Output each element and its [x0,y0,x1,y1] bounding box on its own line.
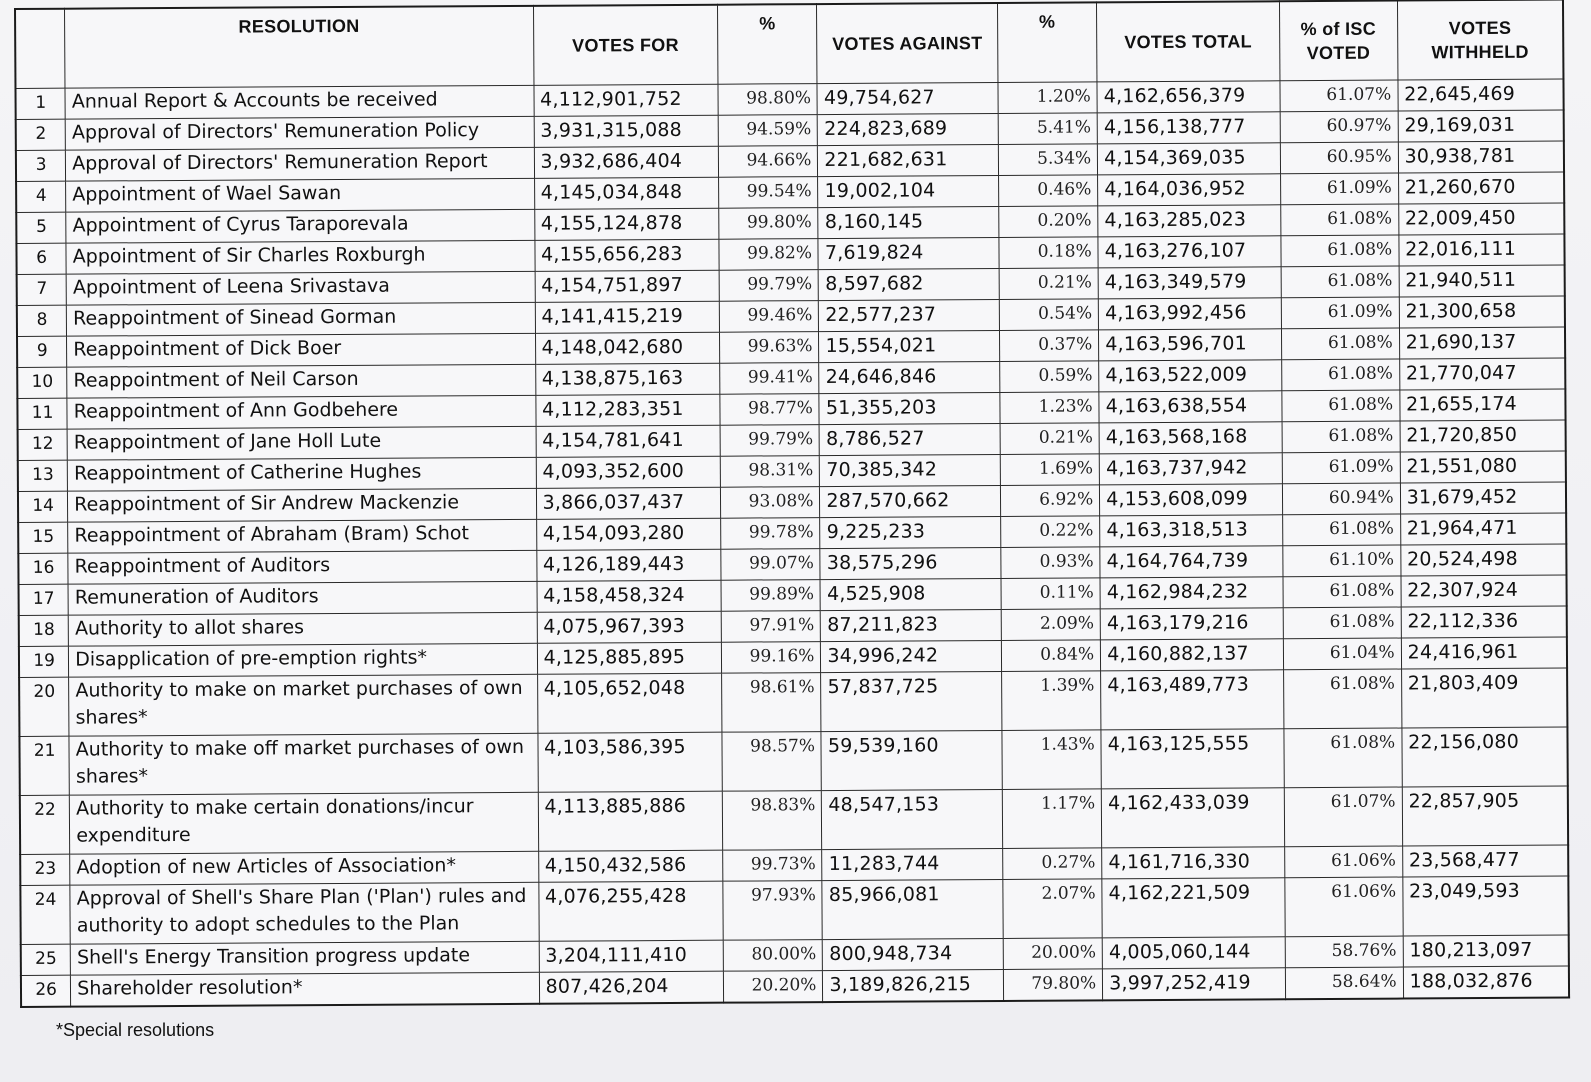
pct-against: 0.46% [998,175,1098,207]
resolution-text: Adoption of new Articles of Association* [70,851,539,885]
votes-withheld: 22,857,905 [1402,786,1568,846]
resolution-text: Reappointment of Jane Holl Lute [67,426,536,460]
pct-for: 94.66% [718,146,818,178]
votes-withheld: 22,307,924 [1401,575,1567,607]
resolution-text: Approval of Directors' Remuneration Report [66,147,535,181]
pct-against: 0.21% [999,268,1099,300]
resolution-number: 8 [17,305,67,336]
votes-against: 38,575,296 [820,547,1000,579]
resolution-number: 2 [16,119,66,150]
pct-against: 1.69% [1000,454,1100,486]
resolution-number: 21 [19,736,69,795]
votes-withheld: 21,690,137 [1399,327,1565,359]
pct-isc-voted: 61.08% [1280,235,1398,267]
pct-against: 1.43% [1002,730,1102,790]
votes-withheld: 21,260,670 [1398,172,1564,204]
votes-total: 4,163,276,107 [1098,236,1281,268]
votes-withheld: 188,032,876 [1403,966,1569,999]
votes-withheld: 24,416,961 [1401,637,1567,669]
votes-total: 4,163,568,168 [1099,422,1282,454]
votes-for: 4,126,189,443 [536,549,721,581]
votes-total: 3,997,252,419 [1103,968,1286,1001]
votes-withheld: 21,655,174 [1400,389,1566,421]
votes-for: 4,148,042,680 [535,332,720,364]
resolution-text: Approval of Shell's Share Plan ('Plan') rules and authority to adopt schedules to the Plan [70,882,539,944]
pct-against: 0.22% [1000,516,1100,548]
votes-for: 4,154,093,280 [536,518,721,550]
pct-for: 98.61% [722,673,822,733]
votes-for: 4,075,967,393 [537,611,722,643]
votes-withheld: 21,300,658 [1399,296,1565,328]
pct-against: 1.20% [998,82,1098,114]
votes-for: 4,125,885,895 [537,642,722,674]
table-row [19,668,1567,736]
pct-for: 98.83% [722,791,822,851]
votes-for: 4,103,586,395 [538,732,723,792]
pct-for: 97.93% [723,881,823,941]
resolution-number: 3 [16,150,66,181]
votes-total: 4,154,369,035 [1098,143,1281,175]
pct-for: 98.80% [718,84,818,116]
pct-against: 0.37% [999,330,1099,362]
resolution-text: Shell's Energy Transition progress update [70,941,539,975]
resolution-number: 12 [18,429,68,460]
votes-total: 4,163,522,009 [1099,360,1282,392]
pct-isc-voted: 61.08% [1283,607,1401,639]
votes-for: 3,931,315,088 [534,115,719,147]
resolution-text: Appointment of Wael Sawan [66,178,535,212]
resolution-text: Disapplication of pre-emption rights* [69,643,538,677]
resolution-text: Authority to make certain donations/incur expenditure [70,792,539,854]
pct-against: 5.41% [998,113,1098,145]
pct-isc-voted: 60.97% [1280,111,1398,143]
votes-for: 4,154,781,641 [536,425,721,457]
resolution-text: Appointment of Cyrus Taraporevala [66,209,535,243]
resolution-number: 14 [18,491,68,522]
header-pct-for: % [717,4,817,84]
table-row [20,876,1568,944]
votes-for: 4,138,875,163 [535,363,720,395]
votes-against: 9,225,233 [820,516,1000,548]
pct-isc-voted: 61.08% [1280,204,1398,236]
votes-for: 4,112,283,351 [535,394,720,426]
pct-for: 99.89% [721,580,821,612]
votes-against: 15,554,021 [819,330,999,362]
votes-for: 4,076,255,428 [538,881,723,941]
pct-isc-voted: 61.08% [1281,328,1399,360]
pct-isc-voted: 61.08% [1282,421,1400,453]
pct-against: 6.92% [1000,485,1100,517]
votes-for: 4,158,458,324 [537,580,722,612]
resolution-text: Authority to make on market purchases of own shares* [69,674,538,736]
pct-against: 0.18% [999,237,1099,269]
pct-isc-voted: 58.64% [1285,967,1403,999]
votes-withheld: 22,645,469 [1398,79,1564,111]
pct-against: 0.21% [1000,423,1100,455]
votes-total: 4,161,716,330 [1102,847,1285,879]
pct-for: 80.00% [723,940,823,972]
votes-withheld: 22,009,450 [1398,203,1564,235]
votes-against: 7,619,824 [818,237,998,269]
pct-for: 99.54% [719,177,819,209]
resolution-text: Reappointment of Sinead Gorman [67,302,536,336]
votes-withheld: 31,679,452 [1400,482,1566,514]
votes-withheld: 21,803,409 [1401,668,1567,728]
resolution-text: Authority to make off market purchases of own shares* [69,733,538,795]
resolution-text: Remuneration of Auditors [68,581,537,615]
votes-total: 4,163,318,513 [1100,515,1283,547]
resolution-number: 19 [19,646,69,677]
resolution-number: 22 [20,795,70,854]
votes-withheld: 21,940,511 [1399,265,1565,297]
resolution-text: Reappointment of Catherine Hughes [67,457,536,491]
resolution-text: Reappointment of Sir Andrew Mackenzie [68,488,537,522]
pct-isc-voted: 61.06% [1284,877,1402,937]
pct-for: 98.57% [722,732,822,792]
resolution-number: 6 [16,243,66,274]
votes-against: 70,385,342 [820,454,1000,486]
resolution-text: Reappointment of Ann Godbehere [67,395,536,429]
votes-for: 4,150,432,586 [538,850,723,882]
votes-for: 4,105,652,048 [537,673,722,733]
votes-withheld: 21,964,471 [1400,513,1566,545]
votes-against: 3,189,826,215 [823,969,1003,1002]
votes-withheld: 180,213,097 [1403,935,1569,967]
resolution-number: 1 [15,88,65,119]
votes-total: 4,163,125,555 [1101,729,1284,789]
resolution-text: Shareholder resolution* [71,972,540,1006]
votes-total: 4,005,060,144 [1102,937,1285,969]
votes-total: 4,163,285,023 [1098,205,1281,237]
votes-total: 4,162,221,509 [1102,878,1285,938]
votes-total: 4,160,882,137 [1101,639,1284,671]
pct-isc-voted: 61.08% [1281,390,1399,422]
votes-for: 3,204,111,410 [539,940,724,972]
votes-total: 4,164,764,739 [1100,546,1283,578]
header-resolution: RESOLUTION [65,6,534,88]
votes-against: 19,002,104 [818,175,998,207]
votes-against: 8,786,527 [820,423,1000,455]
votes-total: 4,156,138,777 [1097,112,1280,144]
pct-against: 0.11% [1001,578,1101,610]
votes-withheld: 22,016,111 [1399,234,1565,266]
resolution-text: Approval of Directors' Remuneration Policy [65,116,534,150]
pct-against: 20.00% [1003,938,1103,970]
pct-against: 0.59% [999,361,1099,393]
votes-for: 4,093,352,600 [536,456,721,488]
resolution-number: 13 [18,460,68,491]
table-row [20,786,1568,854]
votes-for: 4,145,034,848 [534,177,719,209]
resolution-text: Reappointment of Auditors [68,550,537,584]
votes-for: 4,112,901,752 [534,84,719,116]
pct-isc-voted: 61.09% [1282,452,1400,484]
pct-against: 0.84% [1001,640,1101,672]
pct-for: 99.46% [719,301,819,333]
resolution-number: 9 [17,336,67,367]
resolution-text: Reappointment of Neil Carson [67,364,536,398]
pct-for: 97.91% [721,611,821,643]
resolution-number: 5 [16,212,66,243]
header-votes-for: VOTES FOR [533,5,718,86]
pct-for: 93.08% [720,487,820,519]
votes-for: 4,141,415,219 [535,301,720,333]
pct-for: 98.77% [720,394,820,426]
votes-against: 4,525,908 [820,578,1000,610]
pct-isc-voted: 61.07% [1284,787,1402,847]
resolution-number: 10 [17,367,67,398]
header-votes-against: VOTES AGAINST [817,3,998,84]
pct-isc-voted: 61.07% [1280,80,1398,112]
votes-for: 4,113,885,886 [538,791,723,851]
resolution-number: 20 [19,677,69,736]
resolution-number: 26 [21,975,71,1007]
votes-against: 8,597,682 [819,268,999,300]
votes-against: 11,283,744 [822,848,1002,880]
votes-against: 8,160,145 [818,206,998,238]
resolution-text: Appointment of Leena Srivastava [66,271,535,305]
resolution-number: 24 [20,885,70,944]
resolution-number: 17 [19,584,69,615]
votes-total: 4,153,608,099 [1100,484,1283,516]
pct-isc-voted: 61.08% [1283,576,1401,608]
pct-isc-voted: 61.04% [1283,638,1401,670]
votes-against: 85,966,081 [822,879,1003,939]
pct-for: 99.80% [719,208,819,240]
header-votes-total: VOTES TOTAL [1097,1,1280,82]
pct-against: 5.34% [998,144,1098,176]
pct-for: 20.20% [723,971,823,1003]
votes-against: 49,754,627 [817,82,997,114]
pct-isc-voted: 61.09% [1280,173,1398,205]
votes-against: 224,823,689 [818,113,998,145]
votes-against: 287,570,662 [820,485,1000,517]
pct-against: 1.23% [1000,392,1100,424]
resolution-number: 7 [17,274,67,305]
votes-against: 800,948,734 [823,938,1003,970]
pct-for: 99.79% [720,425,820,457]
pct-against: 1.39% [1001,671,1101,731]
votes-withheld: 21,720,850 [1400,420,1566,452]
votes-withheld: 23,568,477 [1402,845,1568,877]
resolution-text: Annual Report & Accounts be received [65,85,534,119]
table-row [19,727,1567,795]
pct-isc-voted: 61.08% [1282,514,1400,546]
votes-withheld: 29,169,031 [1398,110,1564,142]
header-row [15,0,1563,88]
resolution-number: 23 [20,854,70,885]
votes-against: 48,547,153 [822,789,1003,849]
votes-total: 4,163,638,554 [1099,391,1282,423]
votes-against: 51,355,203 [819,392,999,424]
votes-total: 4,163,489,773 [1101,670,1284,730]
resolution-text: Reappointment of Abraham (Bram) Schot [68,519,537,553]
votes-withheld: 21,551,080 [1400,451,1566,483]
votes-against: 59,539,160 [821,730,1002,790]
pct-isc-voted: 61.08% [1283,728,1401,788]
votes-for: 807,426,204 [539,971,724,1004]
results-sheet [14,0,1570,1008]
header-pct-against: % [997,2,1097,82]
voting-results-table [14,0,1570,1008]
pct-against: 0.20% [998,206,1098,238]
pct-isc-voted: 60.94% [1282,483,1400,515]
votes-total: 4,163,179,216 [1100,608,1283,640]
pct-against: 1.17% [1002,789,1102,849]
votes-against: 34,996,242 [821,640,1001,672]
pct-for: 99.16% [721,642,821,674]
pct-for: 99.07% [721,549,821,581]
votes-against: 221,682,631 [818,144,998,176]
votes-against: 57,837,725 [821,671,1002,731]
votes-withheld: 22,156,080 [1402,727,1568,787]
pct-for: 99.78% [721,518,821,550]
footnote: *Special resolutions [56,1020,215,1040]
pct-against: 0.93% [1001,547,1101,579]
pct-for: 99.79% [719,270,819,302]
pct-isc-voted: 58.76% [1285,936,1403,968]
pct-isc-voted: 61.09% [1281,297,1399,329]
votes-total: 4,162,656,379 [1097,81,1280,113]
resolution-text: Reappointment of Dick Boer [67,333,536,367]
pct-against: 0.54% [999,299,1099,331]
votes-withheld: 21,770,047 [1399,358,1565,390]
resolution-text: Authority to allot shares [68,612,537,646]
resolution-number: 15 [18,522,68,553]
votes-for: 4,155,124,878 [534,208,719,240]
resolution-number: 4 [16,181,66,212]
votes-total: 4,163,992,456 [1099,298,1282,330]
pct-for: 99.82% [719,239,819,271]
votes-for: 4,154,751,897 [535,270,720,302]
pct-isc-voted: 60.95% [1280,142,1398,174]
resolution-number: 18 [19,615,69,646]
votes-against: 22,577,237 [819,299,999,331]
votes-total: 4,163,737,942 [1099,453,1282,485]
header-pct-isc-voted: % of ISC VOTED [1279,1,1398,81]
votes-withheld: 22,112,336 [1401,606,1567,638]
votes-for: 4,155,656,283 [534,239,719,271]
votes-withheld: 30,938,781 [1398,141,1564,173]
resolution-number: 25 [21,944,71,975]
pct-against: 0.27% [1002,848,1102,880]
votes-against: 87,211,823 [821,609,1001,641]
votes-for: 3,932,686,404 [534,146,719,178]
resolution-text: Appointment of Sir Charles Roxburgh [66,240,535,274]
votes-for: 3,866,037,437 [536,487,721,519]
votes-total: 4,162,984,232 [1100,577,1283,609]
pct-for: 94.59% [718,115,818,147]
pct-for: 99.63% [719,332,819,364]
header-number [15,9,65,89]
pct-against: 2.09% [1001,609,1101,641]
pct-isc-voted: 61.08% [1281,359,1399,391]
pct-isc-voted: 61.06% [1284,846,1402,878]
votes-total: 4,163,349,579 [1098,267,1281,299]
votes-total: 4,164,036,952 [1098,174,1281,206]
pct-for: 99.41% [720,363,820,395]
votes-against: 24,646,846 [819,361,999,393]
pct-isc-voted: 61.10% [1282,545,1400,577]
votes-total: 4,162,433,039 [1101,788,1284,848]
pct-for: 99.73% [723,850,823,882]
votes-withheld: 20,524,498 [1400,544,1566,576]
pct-isc-voted: 61.08% [1281,266,1399,298]
resolution-number: 16 [18,553,68,584]
pct-isc-voted: 61.08% [1283,669,1401,729]
pct-against: 79.80% [1003,969,1103,1001]
results-body [15,79,1569,1007]
resolution-number: 11 [17,398,67,429]
pct-for: 98.31% [720,456,820,488]
votes-withheld: 23,049,593 [1403,876,1569,936]
header-votes-withheld: VOTES WITHHELD [1397,0,1563,80]
votes-total: 4,163,596,701 [1099,329,1282,361]
pct-against: 2.07% [1003,879,1103,939]
